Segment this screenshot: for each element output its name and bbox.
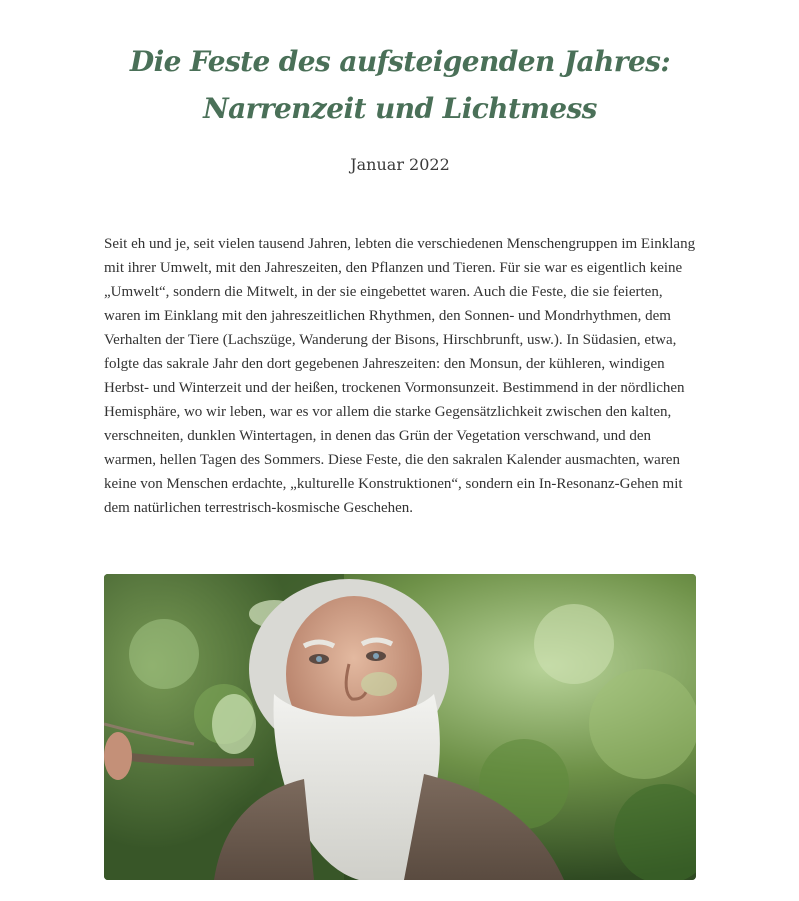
photo-illustration <box>104 574 696 880</box>
page-title <box>64 38 736 132</box>
title-line-1: Die Feste des aufsteigenden Jahres: <box>129 45 671 78</box>
title-line-2: Narrenzeit und Lichtmess <box>203 92 597 125</box>
article-photo <box>104 574 696 880</box>
article-date: Januar 2022 <box>350 155 450 174</box>
article-paragraph: Seit eh und je, seit vielen tausend Jahren, lebten die verschiedenen Menschengruppen im Einklang mit ihrer Umwelt, mit den Jahreszeiten, den Pflanzen und Tieren. Für sie war es eigentlich keine „Umwelt“, sondern die Mitwelt, in der sie eingebettet waren. Auch die Feste, die sie feierten, waren im Einklang mit den jahreszeitlichen Rhythmen, den Sonnen- und Mondrhythmen, dem Verhalten der Tiere (Lachszüge, Wanderung der Bisons, Hirschbrunft, usw.). In Südasien, etwa, folgte das sakrale Jahr den dort gegebenen Jahreszeiten: den Monsun, der kühleren, windigen Herbst- und Winterzeit und der heißen, trockenen Vormonsunzeit. Bestimmend in der nördlichen Hemisphäre, wo wir leben, war es vor allem die starke Gegensätzlichkeit zwischen den kalten, verschneiten, dunklen Wintertagen, in denen das Grün der Vegetation verschwand, und den warmen, hellen Tagen des Sommers. Diese Feste, die den sakralen Kalender ausmachten, waren keine von Menschen erdachte, „kulturelle Konstruktionen“, sondern ein In-Resonanz-Gehen mit dem natürlichen terrestrisch-kosmische Geschehen. <box>104 236 696 516</box>
